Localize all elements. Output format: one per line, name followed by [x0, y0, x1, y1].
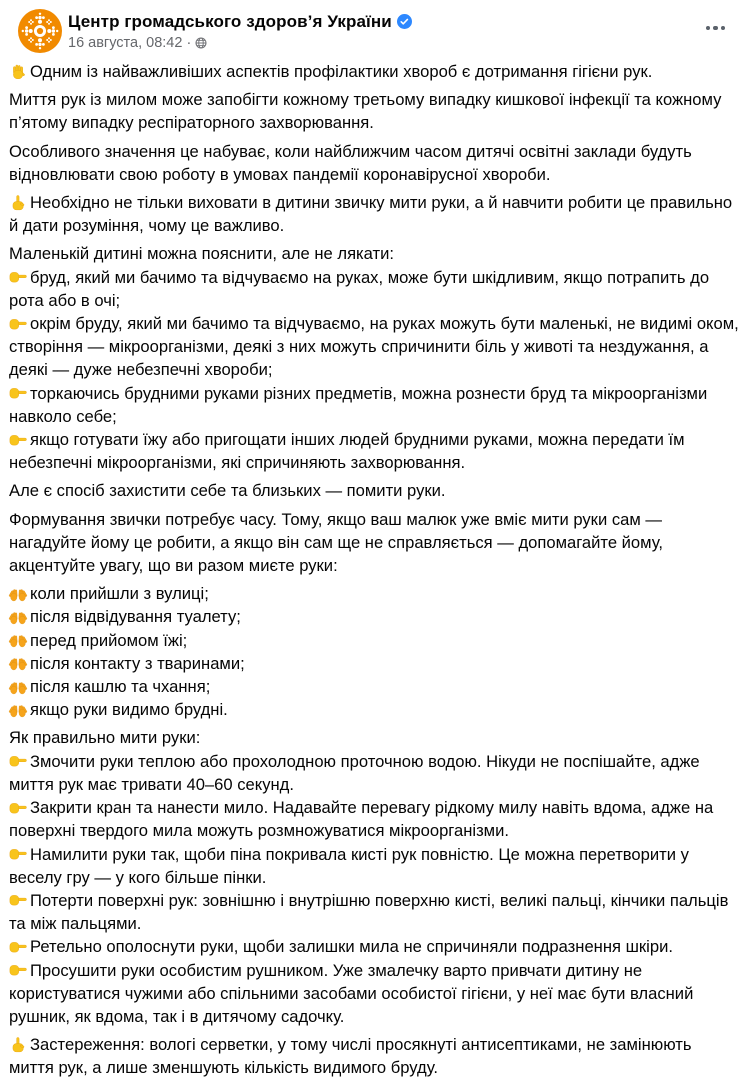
post-paragraph [9, 266, 739, 312]
post-header [0, 0, 751, 53]
raised-hand-icon [9, 63, 27, 81]
post-text-line: коли прийшли з вулиці; [30, 584, 209, 604]
post-text-line: Формування звички потребує часу. Тому, якщо ваш малюк уже вміє мити руки сам — нагадуйте йому це робити, а якщо він сам ще не справляється — допомагайте йому, акцентуйте увагу, що ви разом миєте руки: [9, 509, 663, 576]
post-text-line: Просушити руки особистим рушником. Уже змалечку варто привчати дитину не користуватися чужими або спільними засобами особистої гігієни, у неї має бути власний рушник, як вдома, так і в дитячому садочку. [9, 960, 694, 1026]
post-text-line: Особливого значення це набуває, коли найближчим часом дитячі освітні заклади будуть відновлювати свою роботу в умовах пандемії коронавірусної хвороби. [9, 141, 692, 184]
verified-badge-icon [397, 14, 412, 29]
post-text-line: Маленькій дитині можна пояснити, але не лякати: [9, 244, 395, 264]
post-text-line: перед прийомом їжі; [30, 630, 188, 650]
post-text-line: Як правильно мити руки: [9, 728, 201, 748]
point-right-icon [9, 938, 27, 956]
post-text-line: Намилити руки так, щоби піна покривала кисті рук повністю. Це можна перетворити у веселу гру — у кого більше пінки. [9, 844, 689, 887]
post-paragraph [9, 675, 739, 698]
post-paragraph [9, 582, 739, 605]
post-body [0, 53, 751, 1080]
post-paragraph [9, 60, 739, 83]
timestamp-separator: · [186, 35, 192, 51]
point-right-icon [9, 752, 27, 770]
point-right-icon [9, 799, 27, 817]
point-right-icon [9, 315, 27, 333]
post-paragraph [9, 508, 739, 578]
header-meta [68, 9, 412, 52]
post-paragraph [9, 935, 739, 958]
index-up-icon [9, 1036, 27, 1054]
post-text-line: торкаючись брудними руками різних предметів, можна рознести бруд та мікроорганізми навколо себе; [9, 383, 708, 426]
post-text-line: Потерти поверхні рук: зовнішню і внутрішню поверхню кисті, великі пальці, кінчики пальців та між пальцями. [9, 890, 729, 934]
post-text-line: Закрити кран та нанести мило. Надавайте перевагу рідкому милу навіть вдома, адже на поверхні твердого мила можуть розмножуватися мікроорганізми. [9, 798, 714, 841]
more-options-icon [721, 26, 725, 30]
post-paragraph [9, 726, 739, 749]
post-text-line: Необхідно не тільки виховати в дитини звичку мити руки, а й навчити робити це правильно й дати розуміння, чому це важливо. [9, 193, 733, 236]
post-paragraph [9, 1033, 739, 1079]
post-text-line: Змочити руки теплою або прохолодною проточною водою. Нікуди не поспішайте, адже миття рук має тривати 40–60 секунд. [9, 751, 700, 794]
open-hands-icon [9, 585, 27, 603]
post-text-line: Одним із найважливіших аспектів профілактики хвороб є дотримання гігієни рук. [30, 62, 653, 81]
post-paragraph [9, 605, 739, 628]
post-text-line: якщо руки видимо брудні. [30, 700, 228, 720]
post-text-line: Але є спосіб захистити себе та близьких — помити руки. [9, 481, 446, 501]
more-options-button[interactable] [704, 20, 727, 36]
post-paragraph [9, 428, 739, 474]
open-hands-icon [9, 678, 27, 696]
post-text-line: Ретельно ополоснути руки, щоби залишки мила не спричиняли подразнення шкіри. [30, 937, 673, 957]
open-hands-icon [9, 701, 27, 719]
post-text-line: якщо готувати їжу або пригощати інших людей брудними руками, можна передати їм небезпечні мікроорганізми, які спричиняють захворювання. [9, 430, 685, 473]
point-right-icon [9, 891, 27, 909]
post-text-line: після відвідування туалету; [30, 607, 241, 627]
open-hands-icon [9, 654, 27, 672]
post-paragraph [9, 88, 739, 134]
point-right-icon [9, 845, 27, 863]
point-right-icon [9, 384, 27, 402]
post-paragraph [9, 479, 739, 502]
more-options-icon [713, 26, 717, 30]
post-paragraph [9, 843, 739, 889]
point-right-icon [9, 431, 27, 449]
post-timestamp-link[interactable]: 16 августа, 08:42 [68, 35, 183, 51]
post-text-line: Застереження: вологі серветки, у тому числі просякнуті антисептиками, не замінюють миття рук, а лише зменшують кількість видимого бруду. [9, 1035, 692, 1078]
post-paragraph [9, 652, 739, 675]
post-paragraph [9, 750, 739, 796]
post-paragraph [9, 959, 739, 1029]
post-paragraph [9, 191, 739, 237]
post-text-line: після кашлю та чхання; [30, 677, 211, 697]
post-paragraph [9, 698, 739, 721]
page-name-link[interactable]: Центр громадського здоров’я України [68, 12, 392, 31]
open-hands-icon [9, 631, 27, 649]
post-paragraph [9, 242, 739, 265]
index-up-icon [9, 194, 27, 212]
post-text-line: після контакту з тваринами; [30, 653, 245, 673]
post-paragraph [9, 382, 739, 428]
point-right-icon [9, 268, 27, 286]
post-paragraph [9, 629, 739, 652]
more-options-icon [706, 26, 710, 30]
post-paragraph [9, 140, 739, 186]
post-paragraph [9, 312, 739, 382]
page-avatar[interactable] [18, 9, 62, 53]
open-hands-icon [9, 608, 27, 626]
post-paragraph [9, 796, 739, 842]
post-paragraph [9, 889, 739, 935]
post-text-line: окрім бруду, який ми бачимо та відчуваємо, на руках можуть бути маленькі, не видимі оком, створіння — мікроорганізми, деякі з них можуть спричинити біль у животі та нездужання, а деякі — дуже небезпечні хвороби; [9, 314, 739, 380]
post-text-line: бруд, який ми бачимо та відчуваємо на руках, може бути шкідливим, якщо потрапить до рота або в очі; [9, 267, 710, 310]
point-right-icon [9, 961, 27, 979]
public-globe-icon [195, 37, 207, 49]
post-text-line: Миття рук із милом може запобігти кожному третьому випадку кишкової інфекції та кожному п’ятому випадку респіраторного захворювання. [9, 90, 722, 133]
